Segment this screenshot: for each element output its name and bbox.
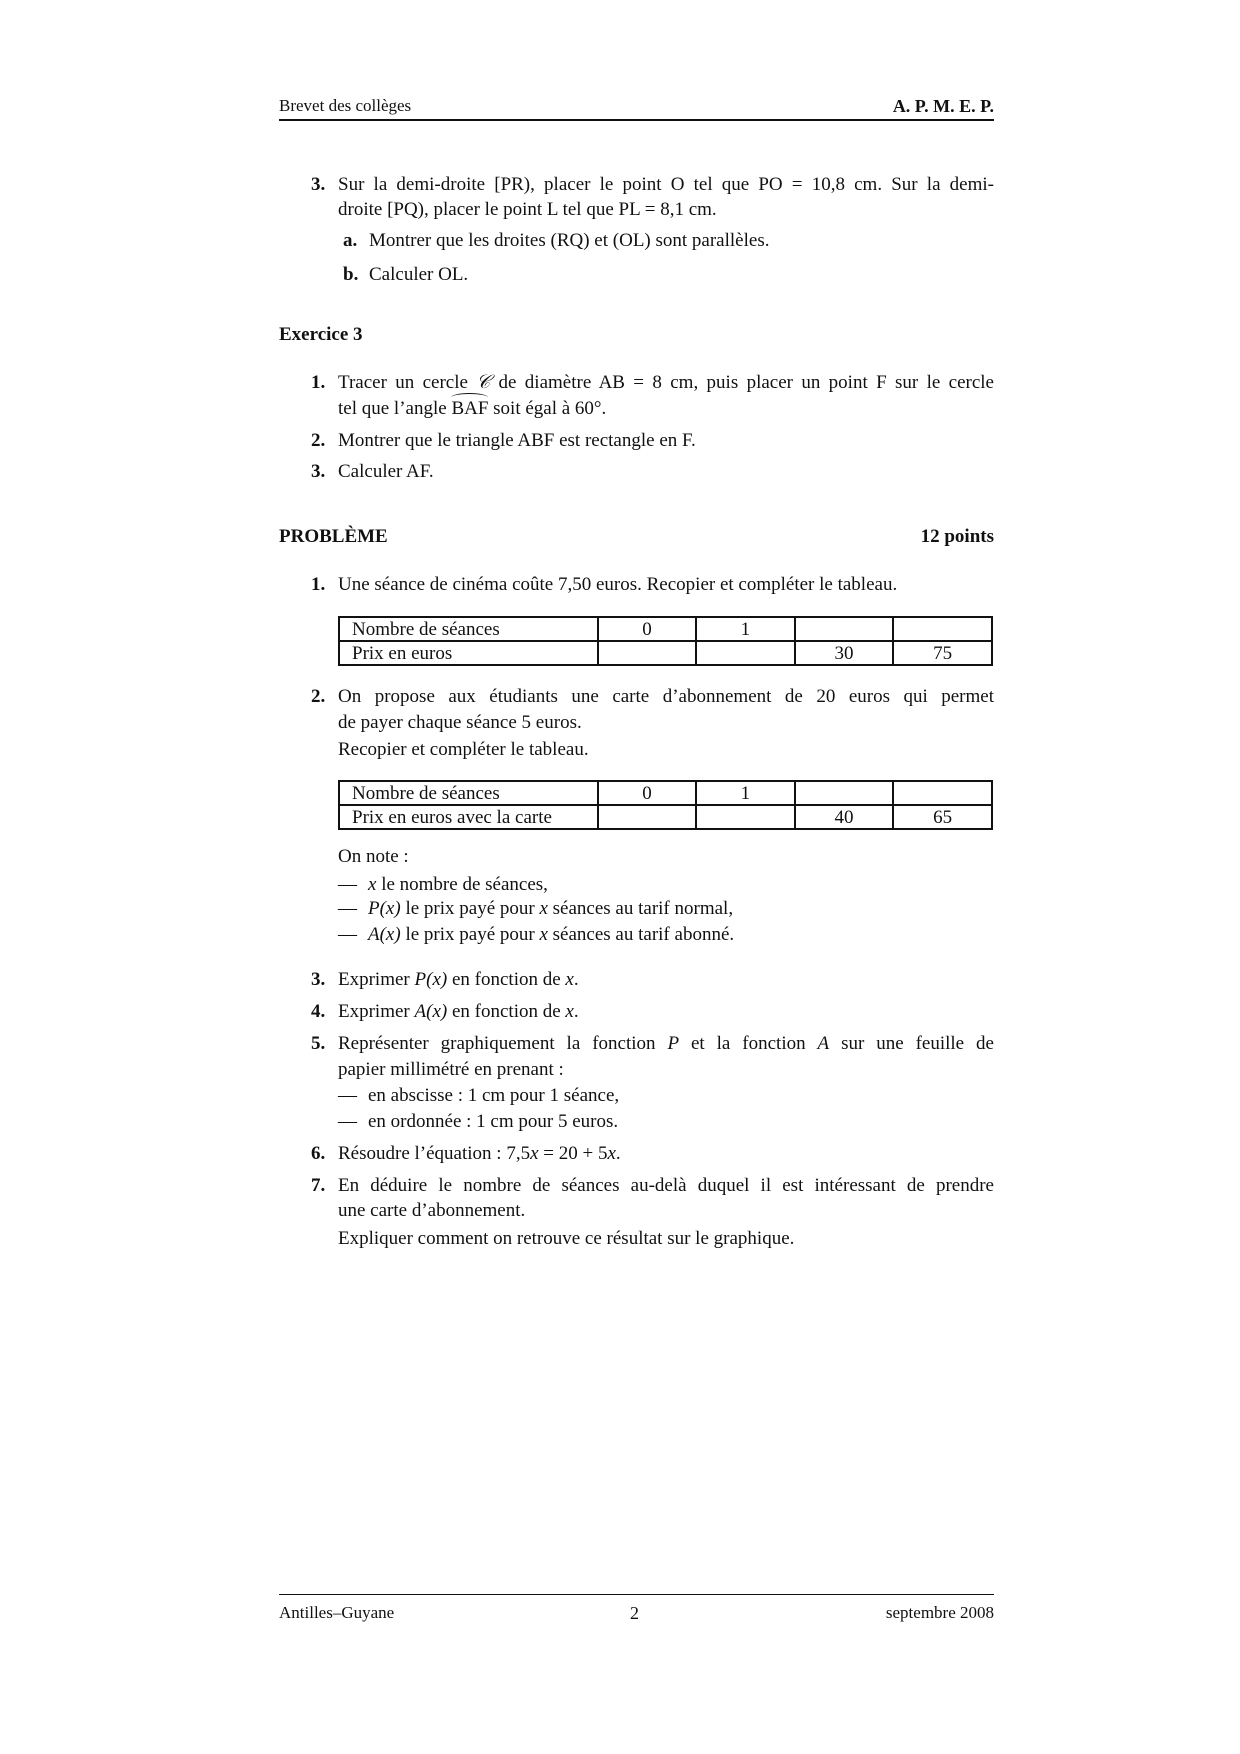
question-text: Recopier et compléter le tableau. [338, 739, 589, 760]
page-number: 2 [630, 1603, 639, 1623]
table-cell: Nombre de séances [339, 617, 598, 641]
footer-rule [279, 1594, 994, 1595]
table-cell [598, 641, 696, 665]
table-cell [795, 781, 894, 805]
table-cell: 40 [795, 805, 894, 829]
question-text: Calculer AF. [338, 461, 434, 482]
table-row [339, 805, 992, 829]
text: Exprimer [338, 1001, 415, 1022]
table-cell: 0 [598, 617, 696, 641]
question-number: 6. [311, 1143, 326, 1164]
dash: — [338, 924, 357, 945]
note-item [368, 923, 734, 947]
question-text [338, 397, 606, 421]
table-cell: 65 [893, 805, 992, 829]
section-title: Exercice 3 [279, 324, 363, 345]
text: Exprimer [338, 969, 415, 990]
question-text: Sur la demi-droite [PR), placer le point O tel que PO = 10,8 cm. Sur la demi- [338, 174, 994, 195]
variable: x [368, 874, 377, 895]
question-number: 1. [311, 372, 326, 393]
question-number: 3. [311, 461, 326, 482]
table-cell [598, 805, 696, 829]
header-right: A. P. M. E. P. [892, 96, 994, 116]
subquestion-text: Calculer OL. [369, 264, 469, 285]
question-text: On propose aux étudiants une carte d’abonnement de 20 euros qui permet [338, 686, 994, 707]
table-row [339, 781, 992, 805]
question-text [338, 1000, 579, 1024]
text: Résoudre l’équation : 7,5 [338, 1143, 531, 1164]
variable: x [607, 1143, 616, 1164]
question-number: 4. [311, 1001, 326, 1022]
note-item [368, 897, 733, 921]
price-table [338, 616, 993, 666]
question-text: droite [PQ), placer le point L tel que PL = 8,1 cm. [338, 199, 717, 220]
text: le nombre de séances, [376, 874, 548, 895]
text: séances au tarif normal, [547, 898, 734, 919]
table-row [339, 641, 992, 665]
scale-item: en ordonnée : 1 cm pour 5 euros. [368, 1111, 619, 1132]
question-text: Montrer que le triangle ABF est rectangle en F. [338, 430, 696, 451]
text: tel que l’angle [338, 398, 452, 419]
text: . [573, 969, 579, 990]
header-left: Brevet des collèges [279, 96, 412, 115]
text: et la fonction [679, 1033, 818, 1054]
subscription-price-table [338, 780, 993, 830]
dash: — [338, 898, 357, 919]
table-cell: 30 [795, 641, 894, 665]
dash: — [338, 1085, 357, 1106]
note-item [368, 873, 548, 897]
question-number: 2. [311, 430, 326, 451]
variable: x [530, 1143, 539, 1164]
text: Tracer un cercle [338, 372, 477, 393]
variable: x [565, 969, 574, 990]
text: . [615, 1143, 621, 1164]
table-cell [893, 781, 992, 805]
subquestion-text: Montrer que les droites (RQ) et (OL) sont parallèles. [369, 230, 770, 251]
variable: P(x) [368, 898, 401, 919]
variable: x [539, 924, 548, 945]
question-number: 3. [311, 969, 326, 990]
text: séances au tarif abonné. [547, 924, 735, 945]
scale-item: en abscisse : 1 cm pour 1 séance, [368, 1085, 620, 1106]
table-cell: Nombre de séances [339, 781, 598, 805]
function: P [667, 1033, 680, 1054]
question-number: 7. [311, 1175, 326, 1196]
variable: x [565, 1001, 574, 1022]
text: sur une feuille de [829, 1033, 994, 1054]
table-cell: 1 [696, 617, 794, 641]
table-cell: Prix en euros [339, 641, 598, 665]
text: le prix payé pour [400, 898, 540, 919]
header-rule [279, 119, 994, 121]
function: A [817, 1033, 830, 1054]
section-points: 12 points [920, 526, 994, 547]
question-text: papier millimétré en prenant : [338, 1059, 564, 1080]
function: A(x) [414, 1001, 448, 1022]
table-row [339, 617, 992, 641]
subquestion-label: b. [343, 264, 359, 285]
table-cell [893, 617, 992, 641]
function: P(x) [414, 969, 448, 990]
dash: — [338, 874, 357, 895]
table-cell: 75 [893, 641, 992, 665]
section-title: PROBLÈME [279, 526, 388, 547]
text: soit égal à 60°. [488, 398, 607, 419]
question-text: En déduire le nombre de séances au-delà duquel il est intéressant de prendre [338, 1175, 994, 1196]
table-cell [696, 805, 794, 829]
question-number: 1. [311, 574, 326, 595]
text: de diamètre AB = 8 cm, puis placer un point F sur le cercle [490, 372, 994, 393]
question-number: 3. [311, 174, 326, 195]
question-number: 5. [311, 1033, 326, 1054]
circle-symbol: 𝒞 [476, 372, 491, 393]
footer-left: Antilles–Guyane [279, 1603, 395, 1622]
question-text [338, 371, 994, 395]
question-text [338, 1032, 994, 1056]
table-cell: 1 [696, 781, 794, 805]
question-number: 2. [311, 686, 326, 707]
text: = 20 + 5 [538, 1143, 608, 1164]
variable: A(x) [368, 924, 401, 945]
text: . [573, 1001, 579, 1022]
text: le prix payé pour [400, 924, 540, 945]
text: Représenter graphiquement la fonction [338, 1033, 668, 1054]
angle-notation: BAF [451, 398, 489, 419]
table-cell: Prix en euros avec la carte [339, 805, 598, 829]
dash: — [338, 1111, 357, 1132]
text: en fonction de [447, 969, 566, 990]
question-text: de payer chaque séance 5 euros. [338, 712, 582, 733]
question-text: Une séance de cinéma coûte 7,50 euros. Recopier et compléter le tableau. [338, 574, 898, 595]
question-text: une carte d’abonnement. [338, 1200, 526, 1221]
question-text [338, 968, 579, 992]
note-intro: On note : [338, 846, 409, 867]
table-cell: 0 [598, 781, 696, 805]
footer-right: septembre 2008 [885, 1603, 994, 1622]
table-cell [696, 641, 794, 665]
subquestion-label: a. [343, 230, 358, 251]
question-text: Expliquer comment on retrouve ce résultat sur le graphique. [338, 1228, 795, 1249]
question-text [338, 1142, 621, 1166]
variable: x [539, 898, 548, 919]
text: en fonction de [447, 1001, 566, 1022]
table-cell [795, 617, 894, 641]
